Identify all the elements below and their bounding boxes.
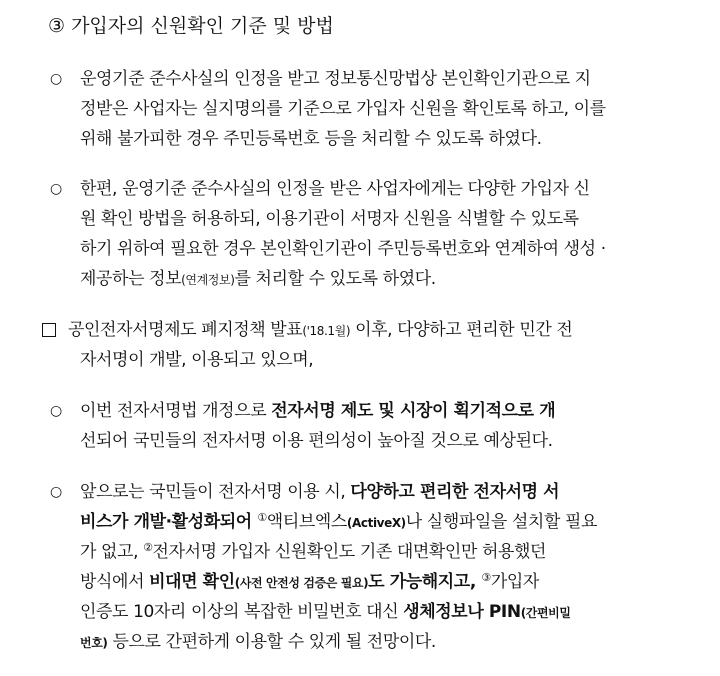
p5-line-2d: 나 실행파일을 설치할 필요 (405, 512, 598, 532)
safety-note: (사전 안전성 검증은 필요) (234, 576, 369, 590)
p5-line-4e: 가입자 (490, 572, 539, 592)
p5-line-3 (80, 540, 546, 564)
p5-line-6a: 번호) (80, 636, 108, 650)
linked-info-note: (연계정보) (181, 273, 235, 287)
p5-line-3b: 전자서명 가입자 신원확인도 기존 대면확인만 허용했던 (152, 542, 547, 562)
checkbox-square-icon (42, 323, 56, 337)
bullet-icon: ○ (50, 181, 63, 197)
activex-note: (ActiveX) (346, 516, 406, 530)
p4-line-1a: 이번 전자서명법 개정으로 (80, 401, 272, 421)
p1-line-3: 위해 불가피한 경우 주민등록번호 등을 처리할 수 있도록 하였다. (80, 129, 542, 149)
footnote-marker-3: ③ (481, 571, 491, 584)
p5-line-1a: 앞으로는 국민들이 전자서명 이용 시, (80, 482, 351, 502)
p5-line-3a: 가 없고, (80, 542, 144, 562)
p1-line-1: 운영기준 준수사실의 인정을 받고 정보통신망법상 본인확인기관으로 지 (80, 69, 591, 89)
footnote-marker-2: ② (143, 541, 153, 554)
p5-line-5a: 인증도 10자리 이상의 복잡한 비밀번호 대신 (80, 602, 404, 622)
p2-line-2: 원 확인 방법을 허용하되, 이용기관이 서명자 신원을 식별할 수 있도록 (80, 209, 579, 229)
p5-line-1b: 다양하고 편리한 전자서명 서 (350, 482, 560, 502)
p5-line-2b: 액티브엑스 (266, 512, 347, 532)
p2-line-4 (80, 267, 436, 292)
p5-line-6b: 등으로 간편하게 이용할 수 있게 될 전망이다. (107, 632, 436, 652)
p4-line-1b: 전자서명 제도 및 시장이 획기적으로 개 (271, 401, 556, 421)
bullet-icon: ○ (50, 403, 63, 419)
p1-line-2: 정받은 사업자는 실지명의를 기준으로 가입자 신원을 확인토록 하고, 이를 (80, 99, 606, 119)
p2-line-4c: 를 처리할 수 있도록 하였다. (234, 269, 436, 289)
p3-line-1 (68, 318, 572, 343)
p3-line-2: 자서명이 개발, 이용되고 있으며, (80, 350, 314, 370)
p4-line-1 (80, 399, 555, 423)
p2-line-1: 한편, 운영기준 준수사실의 인정을 받은 사업자에게는 다양한 가입자 신 (80, 179, 590, 199)
bullet-icon: ○ (50, 484, 63, 500)
p3-line-1a: 공인전자서명제도 폐지정책 발표 (68, 320, 303, 340)
p2-line-3: 하기 위하여 필요한 경우 본인확인기관이 주민등록번호와 연계하여 생성 · (80, 239, 606, 259)
p4-line-2: 선되어 국민들의 전자서명 이용 편의성이 높아질 것으로 예상된다. (80, 431, 553, 451)
p5-line-2 (80, 510, 597, 535)
p5-line-4b: 비대면 확인 (149, 572, 235, 592)
section-heading: ③ 가입자의 신원확인 기준 및 방법 (48, 15, 334, 37)
bullet-icon: ○ (50, 71, 63, 87)
p2-line-4a: 제공하는 정보 (80, 269, 182, 289)
p5-line-4a: 방식에서 (80, 572, 150, 592)
p5-line-6 (80, 630, 436, 655)
date-note: ('18.1월) (302, 324, 351, 338)
p5-line-4 (80, 570, 539, 595)
footnote-marker-1: ① (257, 511, 267, 524)
p5-line-1 (80, 480, 559, 504)
p5-line-4d: 도 가능해지고, (368, 572, 482, 592)
p5-line-5b: 생체정보나 PIN (403, 602, 521, 622)
p5-line-5c: (간편비밀 (520, 606, 571, 620)
p3-line-1c: 이후, 다양하고 편리한 민간 전 (350, 320, 573, 340)
p5-line-2a: 비스가 개발·활성화되어 (80, 512, 258, 532)
p5-line-5 (80, 600, 571, 625)
